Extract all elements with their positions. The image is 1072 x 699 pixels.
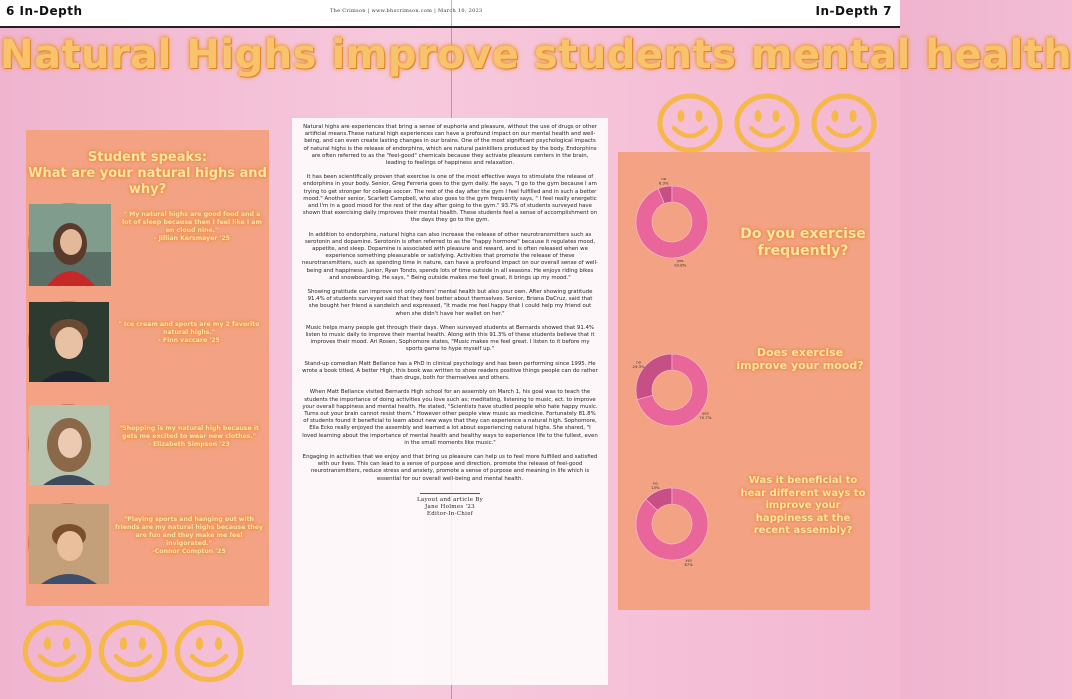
donut-chart-3 — [622, 474, 722, 574]
donut-label-yes: yes 87% — [684, 557, 693, 568]
quote-4-author: -Connor Compton '25 — [152, 548, 226, 555]
smiley-eye — [44, 637, 51, 650]
survey-question-3: Was it beneficial to hear different ways to improve your happiness at the recent assembly? — [740, 475, 866, 536]
donut-chart-2 — [622, 340, 722, 440]
smiley-ring — [814, 96, 874, 150]
smiley-eye — [139, 637, 146, 650]
byline-line-1: Layout and article By — [416, 496, 484, 503]
quote-1-author: - Jillian Kersmayer '25 — [153, 235, 231, 242]
article-paragraph-8: Engaging in activities that we enjoy and that bring us pleasure can help us to feel more fulfilled and satisfied with our lives. This can lead to a sense of purpose and direction, promote the release of feel-good neurotransmitters, reduce stress and anxiety, promote a sense of purpose and meaning in life which is essential for our overall well-being and mental health. — [302, 453, 598, 482]
speaks-line-2: What are your natural highs and why? — [28, 166, 267, 197]
quote-4-text: "Playing sports and hanging out with friends are my natural highs because they are fun and they make me feel invigorated." — [114, 516, 264, 547]
donut-chart-1 — [622, 172, 722, 272]
byline-line-3: Editor-In-Chief — [426, 510, 474, 517]
article-column — [292, 118, 608, 685]
smiley-ring — [177, 622, 240, 679]
quote-1-text: " My natural highs are good food and a lot of sleep because then I feel like I am on cloud nine." — [122, 211, 262, 234]
smiley-ring — [660, 96, 720, 150]
donut-label-no: no 13% — [651, 480, 660, 490]
smiley-eye — [120, 637, 127, 650]
smiley-face-icon — [809, 92, 879, 154]
smiley-mouth — [751, 128, 783, 136]
smiley-eye — [63, 637, 70, 650]
student-quote-3 — [114, 425, 264, 449]
smiley-ring — [25, 622, 88, 679]
quote-3-author: - Elizabeth Simpson '23 — [148, 441, 230, 448]
student-photo-3-image — [29, 405, 109, 485]
student-photo-4-image — [29, 504, 109, 584]
article-paragraph-2: It has been scientifically proven that exercise is one of the most effective ways to stimulate the release of endorphins in your body. Senior, Greg Ferreria goes to the gym daily. He says, "I go to the gym because I am trying to get stronger for college soccer. The rest of the day after the gym I feel fulfilled and in such a better mood." Another senior, Scarlett Campbell, who also goes to the gym frequently says, " I feel really energetic and I'm in a good mood for the rest of the day after going to the gym." 93.7% of students surveyed have shown that exercising daily improves their mental health. These students feel a sense of accomplishment on the days they go to the gym. — [302, 174, 598, 224]
smiley-eye — [678, 110, 685, 122]
survey-question-1: Do you exercise frequently? — [740, 226, 866, 259]
smiley-eye — [696, 110, 703, 122]
quote-2-author: - Finn vaccaro '25 — [158, 337, 220, 344]
smiley-face-icon — [732, 92, 802, 154]
article-paragraph-5: Music helps many people get through their days. When surveyed students at Bernards showed that 91.4% listen to music daily to improve their mental health. Along with this 91.3% of these students believe that it improves their mood. Ari Rosen, Sophomore states, "Music makes me feel great. I listen to it before my sports game to hype myself up." — [305, 324, 595, 353]
article-paragraph-7: When Matt Bellance visited Bernards High school for an assembly on March 1, his goal was to teach the students the importance of doing activities you love such as; meditating, listening to music, ect. to improve your overall happiness and mental health. He stated, "Scientists have studied people who hate happy music. Turns out your brain cannot resist them." However other people view music as medicine. Fortunately 81.8% of students found it beneficial to learn about new ways that they can experience a natural high. Sophomore, Ella Ecko really enjoyed the assembly and learned a lot about experiencing natural highs. She shared, "I loved learning about the importance of mental health and healthy ways to experience life to the fullest, even in the small moments like music." — [302, 389, 598, 446]
survey-question-2: Does exercise improve your mood? — [736, 346, 864, 372]
smiley-mouth — [192, 656, 226, 664]
student-photo-1 — [28, 203, 110, 285]
student-quote-1 — [118, 211, 266, 243]
byline-rule — [420, 493, 480, 494]
smiley-mouth — [116, 656, 150, 664]
speaks-line-1: Student speaks: — [87, 150, 208, 165]
student-photo-2 — [28, 301, 108, 381]
student-quote-4 — [112, 516, 266, 556]
smiley-eye — [215, 637, 222, 650]
smiley-face-icon — [655, 92, 725, 154]
student-photo-4 — [28, 503, 108, 583]
smiley-face-icon — [172, 618, 246, 684]
smiley-mouth — [828, 128, 860, 136]
smiley-eye — [850, 110, 857, 122]
student-photo-1-image — [29, 204, 111, 286]
folio-line: The Crimson | www.bhscrimson.com | March 10, 2023 — [330, 8, 483, 14]
student-photo-3 — [28, 404, 108, 484]
smiley-face-icon — [20, 618, 94, 684]
page-header — [0, 0, 900, 28]
article-paragraph-6: Stand-up comedian Matt Bellance has a PhD in clinical psychology and has been performing since 1995. He wrote a book titled, A better High, this book was written to show readers positive things people can do rather than drugs, both for themselves and others. — [302, 360, 598, 382]
smiley-ring — [101, 622, 164, 679]
donut-label-no: no 29.3% — [632, 359, 645, 370]
smiley-eye — [196, 637, 203, 650]
byline — [302, 493, 598, 518]
student-photo-2-image — [29, 302, 109, 382]
smiley-eye — [773, 110, 780, 122]
smiley-mouth — [40, 656, 74, 664]
headline: Natural Highs improve students mental health — [0, 32, 1072, 78]
page-number-left: 6 In-Depth — [6, 4, 83, 18]
article-paragraph-4: Showing gratitude can improve not only others' mental health but also your own. After showing gratitude 91.4% of students surveyed said that they feel better about themselves. Senior, Briana DaCruz, said that she bought her friend a sandwich and expressed, "It made me feel happy that I could help my friend out when she didn't have her wallet on her." — [307, 289, 593, 317]
quote-3-text: "Shopping is my natural high because it gets me excited to wear new clothes." — [119, 425, 259, 440]
smiley-eye — [832, 110, 839, 122]
byline-line-2: Jane Holmes '23 — [425, 503, 475, 510]
donut-label-yes: yes 93.8% — [674, 258, 687, 268]
article-paragraph-1: Natural highs are experiences that bring a sense of euphoria and pleasure, without the use of drugs or other artificial means.These natural high experiences can have a profound impact on our mental health and well-being, and can even create lasting changes in our brains. One of the most significant psychological impacts of natural highs is the release of endorphins, which are natural painkillers produced by the body. Endorphins are often referred to as the "feel-good" chemicals because they activate pleasure centers in the brain, leading to feelings of happiness and relaxation. — [303, 124, 597, 167]
student-speaks-heading — [20, 150, 275, 198]
smiley-eye — [755, 110, 762, 122]
donut-label-no: no 6.3% — [658, 175, 669, 186]
donut-label-yes: yes 70.7% — [699, 410, 712, 420]
page-number-right: In-Depth 7 — [815, 4, 892, 18]
smiley-face-icon — [96, 618, 170, 684]
student-quote-2 — [114, 321, 264, 345]
smiley-mouth — [674, 128, 706, 136]
smiley-ring — [737, 96, 797, 150]
article-paragraph-3: In addition to endorphins, natural highs can also increase the release of other neurotransmitters such as serotonin and dopamine. Serotonin is often referred to as the "happy hormone" because it regulates mood, appetite, and sleep. Dopamine is associated with pleasure and reward, and is often released when we experience something pleasurable or satisfying. Activities that promote the release of these neurotransmitters, such as spending time in nature, can have a profound impact on our overall sense of well-being and happiness. Junior, Ryan Tondo, spends lots of time outside in all seasons. He enjoys riding bikes and snowboarding. He says, " Being outside makes me feel great, it brings up my mood." — [302, 231, 598, 281]
donut-slice-yes — [636, 186, 708, 258]
quote-2-text: " Ice cream and sports are my 2 favorite natural highs." — [118, 321, 260, 336]
donut-slice-no — [636, 354, 672, 400]
